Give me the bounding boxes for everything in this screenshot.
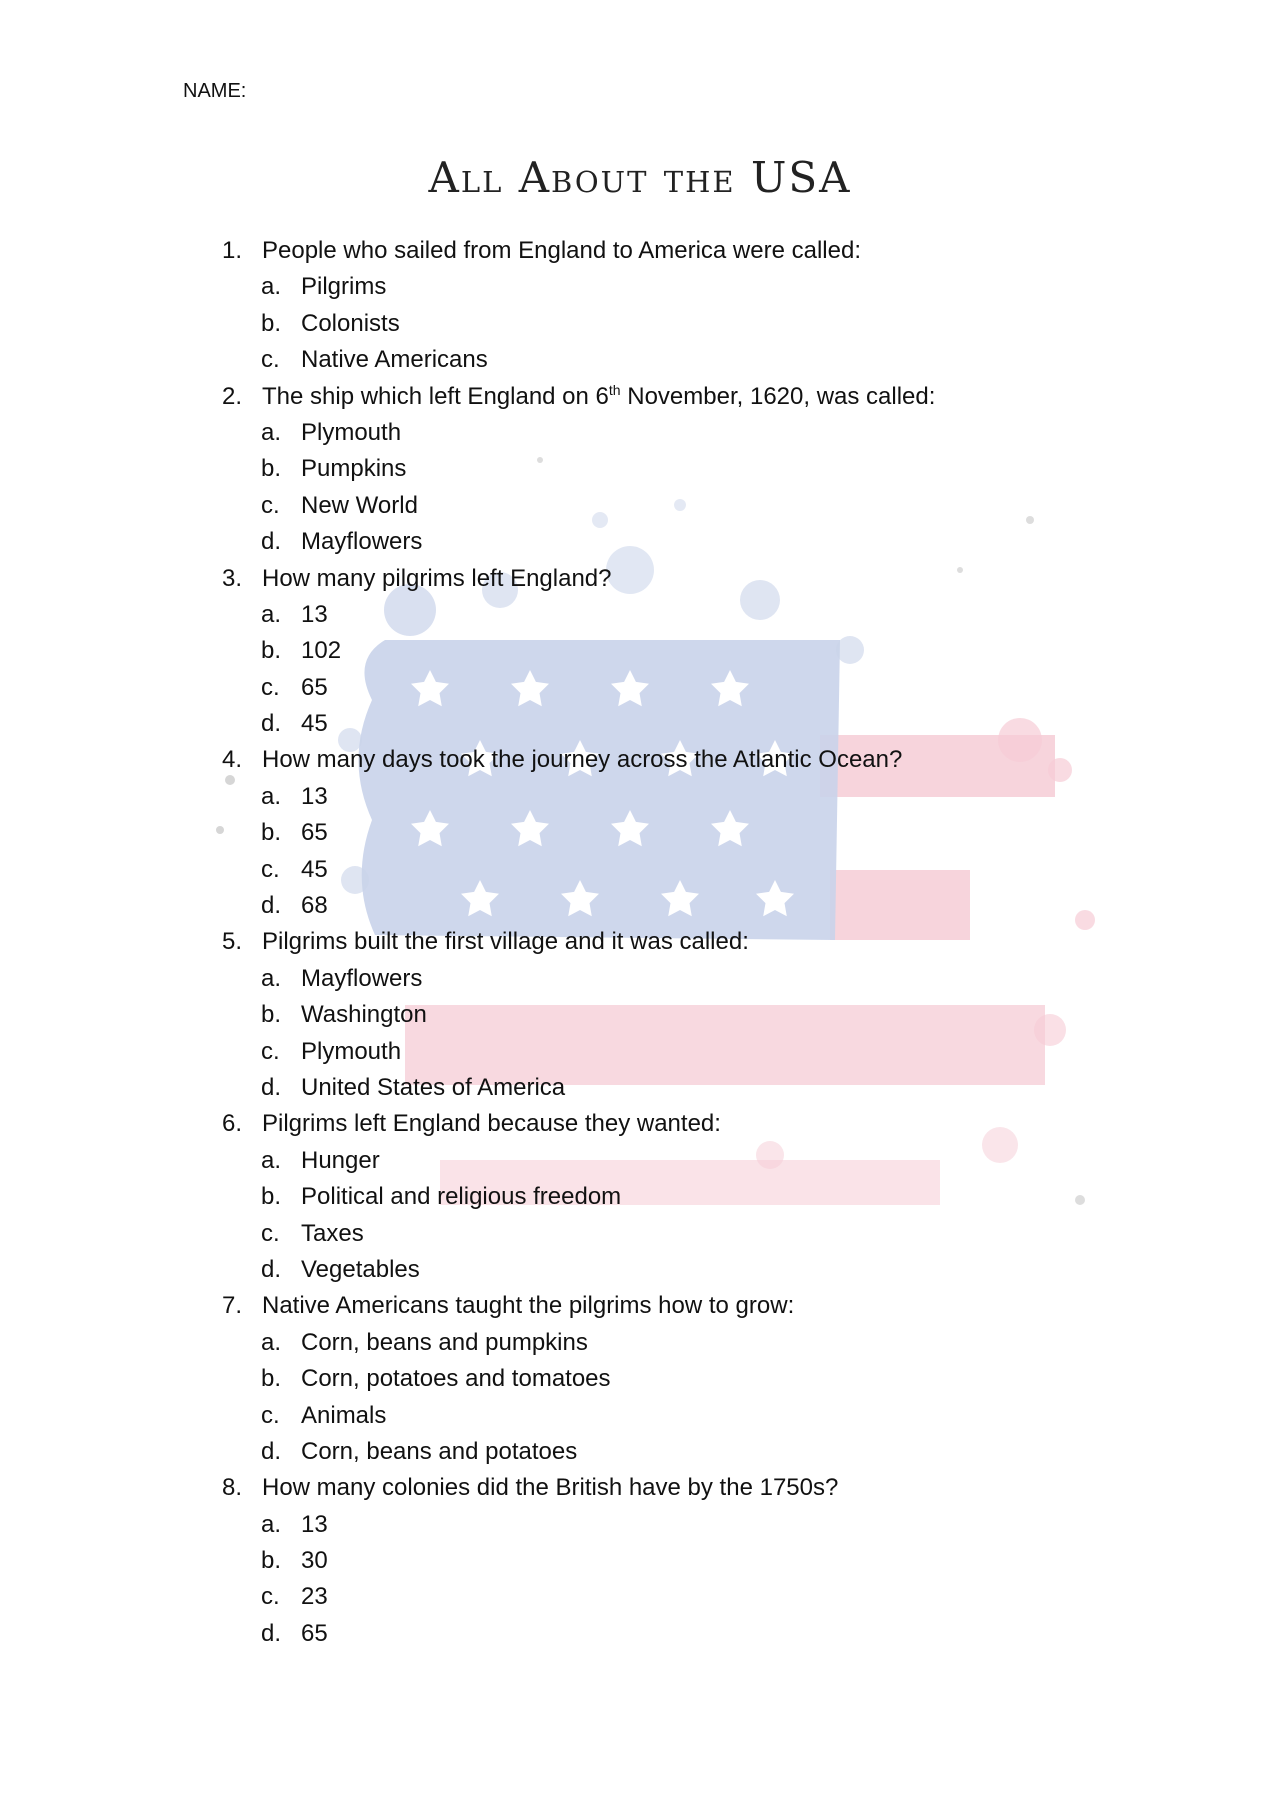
question-7	[0, 1288, 1280, 1470]
option-text: 45	[301, 710, 328, 738]
option-letter: d.	[261, 1437, 282, 1465]
answer-option	[0, 852, 1280, 888]
option-letter: a.	[261, 273, 282, 301]
question-text	[262, 379, 935, 415]
answer-option	[0, 706, 1280, 742]
question-number: 2.	[222, 382, 243, 410]
answer-option	[0, 597, 1280, 633]
question-4	[0, 742, 1280, 924]
answer-option	[0, 779, 1280, 815]
answer-option	[0, 1434, 1280, 1470]
option-letter: b.	[261, 309, 282, 337]
question-6	[0, 1106, 1280, 1288]
option-text: 68	[301, 892, 328, 920]
answer-option	[0, 961, 1280, 997]
option-text: Mayflowers	[301, 964, 423, 992]
question-row	[0, 1106, 1280, 1142]
answer-option	[0, 1398, 1280, 1434]
option-text: 102	[301, 637, 342, 665]
name-label: NAME:	[183, 80, 247, 102]
option-text: 65	[301, 1619, 328, 1647]
question-row	[0, 561, 1280, 597]
option-letter: b.	[261, 1001, 282, 1029]
option-letter: d.	[261, 892, 282, 920]
option-text: Taxes	[301, 1219, 364, 1247]
option-letter: c.	[261, 1219, 280, 1247]
option-text: Vegetables	[301, 1255, 420, 1283]
question-3	[0, 561, 1280, 743]
option-letter: b.	[261, 1183, 282, 1211]
question-8	[0, 1470, 1280, 1652]
option-text: Plymouth	[301, 418, 402, 446]
question-number: 3.	[222, 564, 243, 592]
option-letter: d.	[261, 528, 282, 556]
option-text: Native Americans	[301, 346, 488, 374]
option-text: 13	[301, 1510, 328, 1538]
question-number: 7.	[222, 1292, 243, 1320]
answer-option	[0, 670, 1280, 706]
option-letter: a.	[261, 782, 282, 810]
option-letter: a.	[261, 964, 282, 992]
option-text: Washington	[301, 1001, 427, 1029]
question-row	[0, 1288, 1280, 1324]
option-letter: b.	[261, 1547, 282, 1575]
option-text: Political and religious freedom	[301, 1183, 622, 1211]
question-text-part: The ship which left England on 6	[262, 382, 609, 410]
ordinal-superscript: th	[608, 381, 621, 398]
option-text: Colonists	[301, 309, 400, 337]
option-text: 13	[301, 600, 328, 628]
question-row	[0, 1470, 1280, 1506]
question-row	[0, 924, 1280, 960]
answer-option	[0, 815, 1280, 851]
option-text: Pilgrims	[301, 273, 387, 301]
answer-option	[0, 1507, 1280, 1543]
question-2	[0, 379, 1280, 561]
question-number: 1.	[222, 237, 243, 264]
option-text: New World	[301, 491, 418, 519]
option-letter: a.	[261, 418, 282, 446]
answer-option	[0, 1216, 1280, 1252]
question-number: 8.	[222, 1474, 243, 1502]
question-text: People who sailed from England to America were called:	[262, 237, 861, 264]
answer-option	[0, 306, 1280, 342]
question-text-part: November, 1620, was called:	[620, 382, 936, 410]
question-text: How many colonies did the British have by the 1750s?	[262, 1474, 839, 1502]
answer-option	[0, 342, 1280, 378]
question-5	[0, 924, 1280, 1106]
answer-option	[0, 524, 1280, 560]
answer-option	[0, 997, 1280, 1033]
option-letter: a.	[261, 600, 282, 628]
option-letter: c.	[261, 1401, 280, 1429]
option-letter: c.	[261, 491, 280, 519]
question-1	[0, 233, 1280, 379]
answer-option	[0, 888, 1280, 924]
question-text: How many pilgrims left England?	[262, 564, 612, 592]
quiz-question-list	[0, 233, 1280, 1652]
question-number: 5.	[222, 928, 243, 956]
option-letter: d.	[261, 1619, 282, 1647]
answer-option	[0, 633, 1280, 669]
answer-option	[0, 1252, 1280, 1288]
option-text: 30	[301, 1547, 328, 1575]
option-text: Corn, beans and potatoes	[301, 1437, 578, 1465]
question-text: Pilgrims built the first village and it was called:	[262, 928, 749, 956]
option-letter: b.	[261, 637, 282, 665]
answer-option	[0, 1034, 1280, 1070]
answer-option	[0, 1579, 1280, 1615]
page-title: All About the USA	[428, 153, 852, 202]
option-text: Animals	[301, 1401, 387, 1429]
answer-option	[0, 1179, 1280, 1215]
option-letter: d.	[261, 1255, 282, 1283]
answer-option	[0, 1070, 1280, 1106]
question-number: 6.	[222, 1110, 243, 1138]
answer-option	[0, 1543, 1280, 1579]
answer-option	[0, 269, 1280, 305]
answer-option	[0, 415, 1280, 451]
option-text: 65	[301, 819, 328, 847]
question-number: 4.	[222, 746, 243, 774]
option-text: 23	[301, 1583, 328, 1611]
answer-option	[0, 1616, 1280, 1652]
answer-option	[0, 1143, 1280, 1179]
question-row	[0, 379, 1280, 415]
option-text: Pumpkins	[301, 455, 407, 483]
option-letter: c.	[261, 1583, 280, 1611]
answer-option	[0, 488, 1280, 524]
question-text: How many days took the journey across the Atlantic Ocean?	[262, 746, 903, 774]
option-letter: c.	[261, 855, 280, 883]
answer-option	[0, 1361, 1280, 1397]
option-letter: b.	[261, 1365, 282, 1393]
option-text: Plymouth	[301, 1037, 402, 1065]
question-text: Native Americans taught the pilgrims how to grow:	[262, 1292, 795, 1320]
question-row	[0, 233, 1280, 269]
option-text: 65	[301, 673, 328, 701]
option-letter: c.	[261, 346, 280, 374]
option-letter: d.	[261, 710, 282, 738]
option-letter: a.	[261, 1510, 282, 1538]
option-letter: a.	[261, 1146, 282, 1174]
option-letter: c.	[261, 673, 280, 701]
option-letter: b.	[261, 819, 282, 847]
answer-option	[0, 451, 1280, 487]
option-text: Mayflowers	[301, 528, 423, 556]
option-letter: b.	[261, 455, 282, 483]
answer-option	[0, 1325, 1280, 1361]
question-row	[0, 742, 1280, 778]
option-text: 13	[301, 782, 328, 810]
question-text: Pilgrims left England because they wanted:	[262, 1110, 721, 1138]
option-text: 45	[301, 855, 328, 883]
option-letter: a.	[261, 1328, 282, 1356]
option-letter: d.	[261, 1073, 282, 1101]
option-letter: c.	[261, 1037, 280, 1065]
option-text: Corn, beans and pumpkins	[301, 1328, 588, 1356]
option-text: Hunger	[301, 1146, 380, 1174]
option-text: United States of America	[301, 1073, 566, 1101]
option-text: Corn, potatoes and tomatoes	[301, 1365, 611, 1393]
